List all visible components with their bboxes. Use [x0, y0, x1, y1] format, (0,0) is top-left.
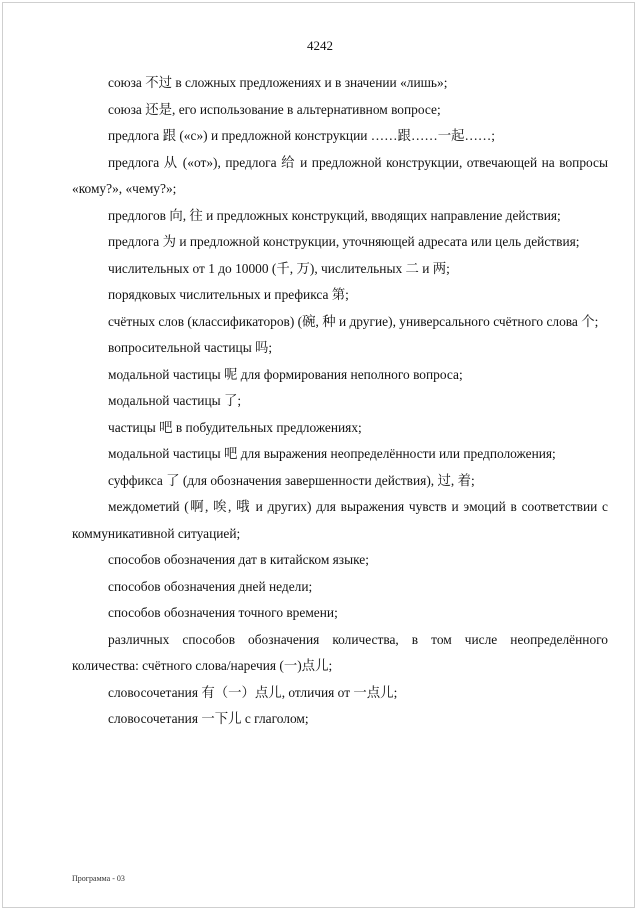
list-item: союза 还是, его использование в альтернативном вопросе;	[108, 101, 441, 117]
list-item: счётных слов (классификаторов) (碗, 种 и другие), универсального счётного слова 个;	[108, 313, 599, 329]
page-number: 4242	[307, 38, 333, 53]
list-item: предлога 跟 («с») и предложной конструкции ……跟……一起……;	[108, 128, 496, 143]
list-item: частицы 吧 в побудительных предложениях;	[108, 419, 362, 435]
list-item: предлогов 向, 往 и предложных конструкций, вводящих направление действия;	[108, 207, 561, 223]
list-item: вопросительной частицы 吗;	[108, 340, 273, 355]
list-item: суффикса 了 (для обозначения завершенности действия), 过, 着;	[108, 472, 475, 488]
list-item: способов обозначения точного времени;	[108, 605, 338, 620]
list-item: союза 不过 в сложных предложениях и в значении «лишь»;	[108, 75, 448, 90]
document-body	[72, 70, 608, 733]
list-item: модальной частицы 吧 для выражения неопределённости или предположения;	[108, 446, 556, 461]
list-item: различных способов обозначения количества, в том числе неопределённого количества: счётного слова/наречия (一)点儿;	[72, 631, 608, 673]
list-item: модальной частицы 了;	[108, 393, 242, 408]
list-item: способов обозначения дней недели;	[108, 578, 313, 594]
list-item: междометий (啊, 唉, 哦 и других) для выражения чувств и эмоций в соответствии с коммуникативной ситуацией;	[72, 499, 608, 541]
list-item: порядковых числительных и префикса 第;	[108, 287, 349, 302]
footer-label: Программа - 03	[72, 874, 125, 883]
list-item: словосочетания 一下儿 с глаголом;	[108, 711, 309, 726]
list-item: словосочетания 有（一）点儿, отличия от 一点儿;	[108, 684, 398, 700]
list-item: предлога 为 и предложной конструкции, уточняющей адресата или цель действия;	[108, 234, 580, 249]
list-item: способов обозначения дат в китайском языке;	[108, 552, 369, 567]
list-item: модальной частицы 呢 для формирования неполного вопроса;	[108, 366, 463, 382]
list-item: предлога 从 («от»), предлога 给 и предложной конструкции, отвечающей на вопросы «кому?», «чему?»;	[72, 154, 608, 196]
list-item: числительных от 1 до 10000 (千, 万), числительных 二 и 两;	[108, 260, 450, 276]
